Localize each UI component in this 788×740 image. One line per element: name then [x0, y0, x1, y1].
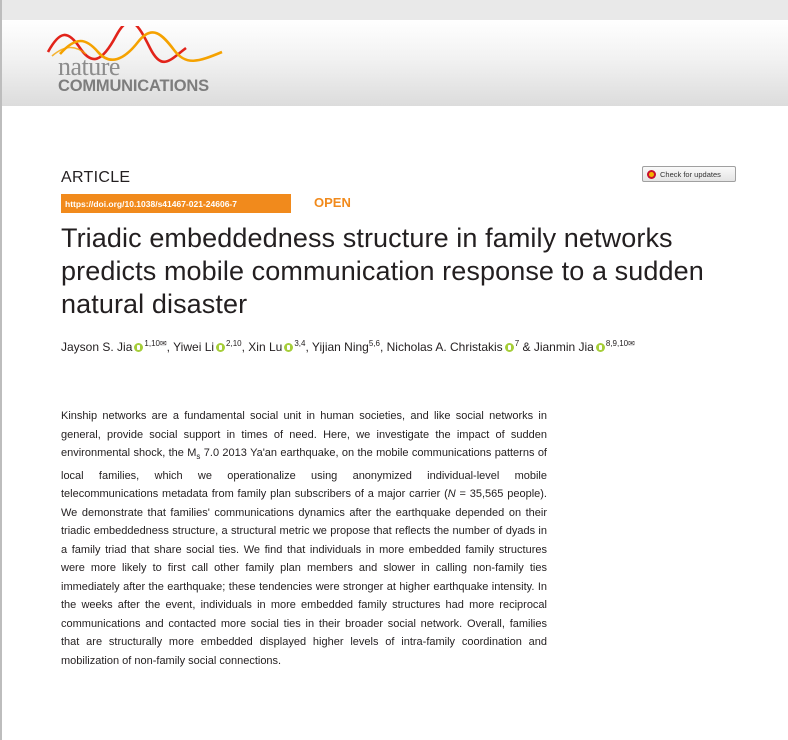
author-name: Nicholas A. Christakis — [386, 340, 503, 354]
author-affiliation: 5,6 — [368, 339, 380, 348]
author-entry[interactable] — [61, 340, 167, 354]
author-separator: , — [305, 340, 312, 354]
magnitude-subscript: s — [196, 452, 201, 462]
author-separator: , — [166, 340, 174, 354]
mail-icon[interactable]: ✉ — [159, 339, 167, 348]
orcid-icon[interactable] — [505, 343, 514, 352]
author-affiliation: 7 — [514, 339, 520, 348]
author-separator: , — [379, 340, 387, 354]
orcid-icon[interactable] — [134, 343, 143, 352]
author-affiliation: 1,10 — [144, 339, 160, 348]
author-entry[interactable] — [173, 340, 242, 354]
open-access-label: OPEN — [314, 195, 351, 210]
abstract-text-2: 7.0 2013 Ya'an earthquake, on the mobile communications patterns of local families, which we operationalize using anonymized individual-level mobile telecommunications metadata from family plan subscribers of a major carrier ( — [61, 447, 547, 501]
mail-icon[interactable]: ✉ — [628, 339, 635, 348]
orcid-icon[interactable] — [596, 343, 605, 352]
top-toolbar-strip — [0, 0, 788, 20]
author-name: Yijian Ning — [311, 340, 369, 354]
article-type-label: ARTICLE — [61, 169, 131, 186]
author-entry[interactable] — [387, 340, 520, 354]
doi-link[interactable]: https://doi.org/10.1038/s41467-021-24606-7 — [61, 194, 291, 213]
author-entry[interactable] — [312, 340, 380, 354]
orcid-icon[interactable] — [216, 343, 225, 352]
crossmark-icon — [647, 170, 656, 179]
author-affiliation: 8,9,10 — [605, 339, 629, 348]
author-name: Jayson S. Jia — [61, 340, 133, 354]
window-left-edge — [0, 0, 2, 740]
check-for-updates-label: Check for updates — [660, 169, 721, 179]
author-affiliation: 3,4 — [294, 339, 306, 348]
author-entry[interactable] — [248, 340, 305, 354]
orcid-icon[interactable] — [284, 343, 293, 352]
author-name: Xin Lu — [248, 340, 283, 354]
sample-size-symbol: N — [447, 488, 456, 501]
author-separator: , — [241, 340, 249, 354]
abstract-text-1: Kinship networks are a fundamental social unit in human societies, and like social networks in general, provide social support in times of need. Here, we investigate the impact of sudden environmental shock, the M — [61, 410, 547, 459]
logo-nature-text: nature — [58, 52, 120, 81]
author-name: Jianmin Jia — [533, 340, 594, 354]
check-for-updates-button[interactable] — [642, 166, 736, 182]
author-entry[interactable] — [534, 340, 635, 354]
logo-communications-text: COMMUNICATIONS — [58, 77, 209, 95]
nature-communications-logo — [46, 26, 246, 98]
author-list — [61, 339, 761, 354]
author-separator: & — [519, 340, 534, 354]
abstract-text-3: = 35,565 people). We demonstrate that families' communications dynamics after the earthquake depended on their triadic embeddedness structure, a structural metric we propose that reflects the number of dyads in a family triad that share social ties. We find that individuals in more embedded family structures were more likely to first call other family plan members and slower in calling non-family ties immediately after the earthquake; these tendencies were stronger at higher earthquake intensity. In the weeks after the event, individuals in more embedded family structures had more reciprocal communications and contacted more social ties in their broader social network. Overall, families that are structurally more embedded displayed higher levels of intra-family coordination and mobilization of non-family social connections. — [61, 488, 547, 667]
article-title: Triadic embeddedness structure in family networks predicts mobile communication response to a sudden natural disaster — [61, 223, 704, 319]
abstract — [61, 407, 547, 670]
author-name: Yiwei Li — [173, 340, 215, 354]
abstract-paragraph — [61, 407, 547, 670]
author-affiliation: 2,10 — [226, 339, 242, 348]
